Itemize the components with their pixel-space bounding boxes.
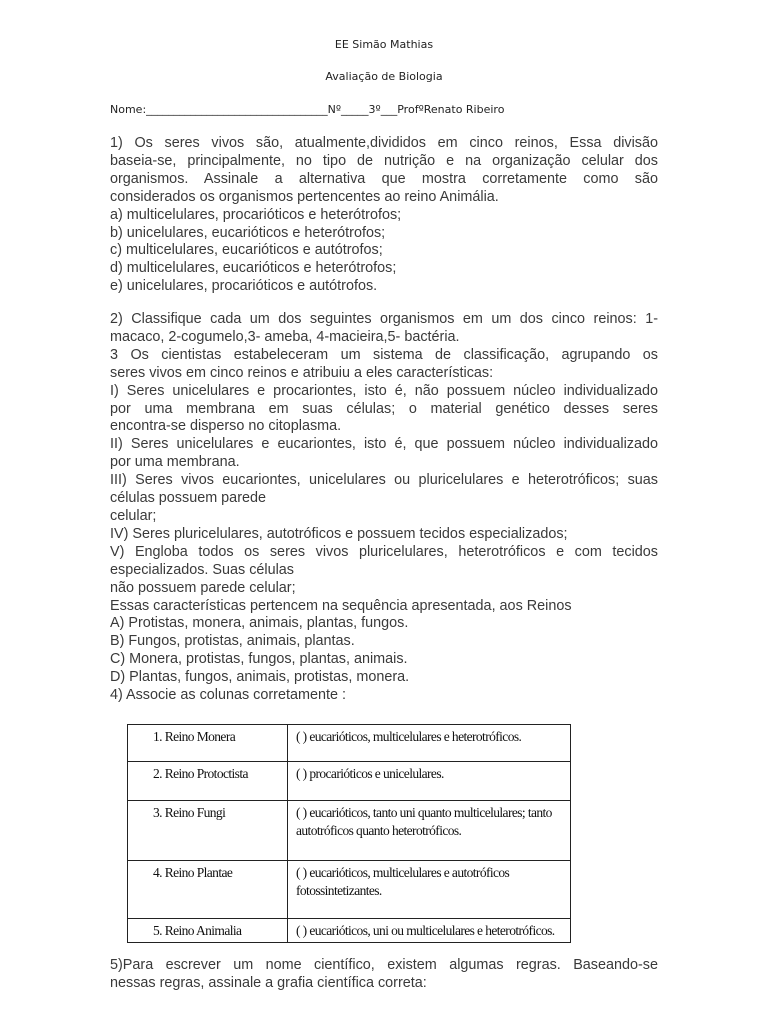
description-cell: ( ) procarióticos e unicelulares. <box>288 762 571 801</box>
description-cell: ( ) eucarióticos, multicelulares e heterotróficos. <box>288 725 571 762</box>
kingdom-cell: 1. Reino Monera <box>128 725 288 762</box>
q3-line: células possuem parede <box>110 490 266 507</box>
q2-line: macaco, 2-cogumelo,3- ameba, 4-macieira,5- bactéria. <box>110 328 460 345</box>
q3-line: Essas características pertencem na sequência apresentada, aos Reinos <box>110 597 572 614</box>
q5-line: 5)Para escrever um nome científico, existem algumas regras. Baseando-se <box>110 957 658 973</box>
document-title: Avaliação de Biologia <box>325 70 443 83</box>
q3-option-d: D) Plantas, fungos, animais, protistas, monera. <box>110 669 410 686</box>
q3-line: por uma membrana. <box>110 454 240 471</box>
q3-line: II) Seres unicelulares e eucariontes, isto é, que possuem núcleo individualizado <box>110 436 658 453</box>
question-5 <box>110 957 658 993</box>
kingdom-cell: 2. Reino Protoctista <box>128 762 288 801</box>
q3-line: por uma membrana em suas células; o material genético desses seres <box>110 400 658 417</box>
question-1 <box>110 135 658 296</box>
q1-option-c: c) multicelulares, eucarióticos e autótrofos; <box>110 242 383 259</box>
description-cell: ( ) eucarióticos, tanto uni quanto multicelulares; tanto autotróficos quanto heterotróficos. <box>288 801 571 861</box>
q4-prompt: 4) Associe as colunas corretamente : <box>110 687 346 704</box>
student-info-line: Nome:_________________________________Nº_____3º___ProfºRenato Ribeiro <box>110 103 505 116</box>
table-row <box>128 725 571 762</box>
q3-option-b: B) Fungos, protistas, animais, plantas. <box>110 633 355 650</box>
q3-line: I) Seres unicelulares e procariontes, isto é, não possuem núcleo individualizado <box>110 382 658 399</box>
description-cell: ( ) eucarióticos, uni ou multicelulares e heterotróficos. <box>288 919 571 943</box>
q1-stem-line: organismos. Assinale a alternativa que mostra corretamente como são <box>110 170 658 187</box>
kingdom-cell: 4. Reino Plantae <box>128 861 288 919</box>
q1-stem-line: baseia-se, principalmente, no tipo de nutrição e na organização celular dos <box>110 152 658 169</box>
q1-stem-line: considerados os organismos pertencentes ao reino Animália. <box>110 188 499 205</box>
question-2-3 <box>110 311 658 705</box>
kingdom-cell: 5. Reino Animalia <box>128 919 288 943</box>
q3-line: V) Engloba todos os seres vivos pluricelulares, heterotróficos e com tecidos <box>110 543 658 560</box>
q5-line: nessas regras, assinale a grafia científica correta: <box>110 974 427 991</box>
q3-line: não possuem parede celular; <box>110 579 296 596</box>
q3-line: III) Seres vivos eucariontes, unicelulares ou pluricelulares e heterotróficos; suas <box>110 472 658 489</box>
q3-line: encontra-se disperso no citoplasma. <box>110 418 342 435</box>
table-row <box>128 801 571 861</box>
q3-line: celular; <box>110 507 157 524</box>
q3-option-c: C) Monera, protistas, fungos, plantas, animais. <box>110 651 408 668</box>
q3-line: seres vivos em cinco reinos e atribuiu a eles características: <box>110 364 494 381</box>
q3-line: 3 Os cientistas estabeleceram um sistema de classificação, agrupando os <box>110 346 658 363</box>
school-name: EE Simão Mathias <box>334 38 434 51</box>
q1-option-b: b) unicelulares, eucarióticos e heterótrofos; <box>110 224 386 241</box>
table-row <box>128 861 571 919</box>
association-table <box>127 724 571 943</box>
q1-option-e: e) unicelulares, procarióticos e autótrofos. <box>110 278 378 295</box>
description-cell: ( ) eucarióticos, multicelulares e autotróficos fotossintetizantes. <box>288 861 571 919</box>
q1-option-d: d) multicelulares, eucarióticos e heterótrofos; <box>110 260 397 277</box>
table-row <box>128 919 571 943</box>
q1-option-a: a) multicelulares, procarióticos e heterótrofos; <box>110 206 402 223</box>
q3-option-a: A) Protistas, monera, animais, plantas, fungos. <box>110 615 409 632</box>
q1-stem-line: 1) Os seres vivos são, atualmente,divididos em cinco reinos, Essa divisão <box>110 135 658 151</box>
kingdom-cell: 3. Reino Fungi <box>128 801 288 861</box>
q3-line: especializados. Suas células <box>110 561 294 578</box>
q3-line: IV) Seres pluricelulares, autotróficos e possuem tecidos especializados; <box>110 525 568 542</box>
table-row <box>128 762 571 801</box>
q2-line: 2) Classifique cada um dos seguintes organismos em um dos cinco reinos: 1- <box>110 311 658 327</box>
